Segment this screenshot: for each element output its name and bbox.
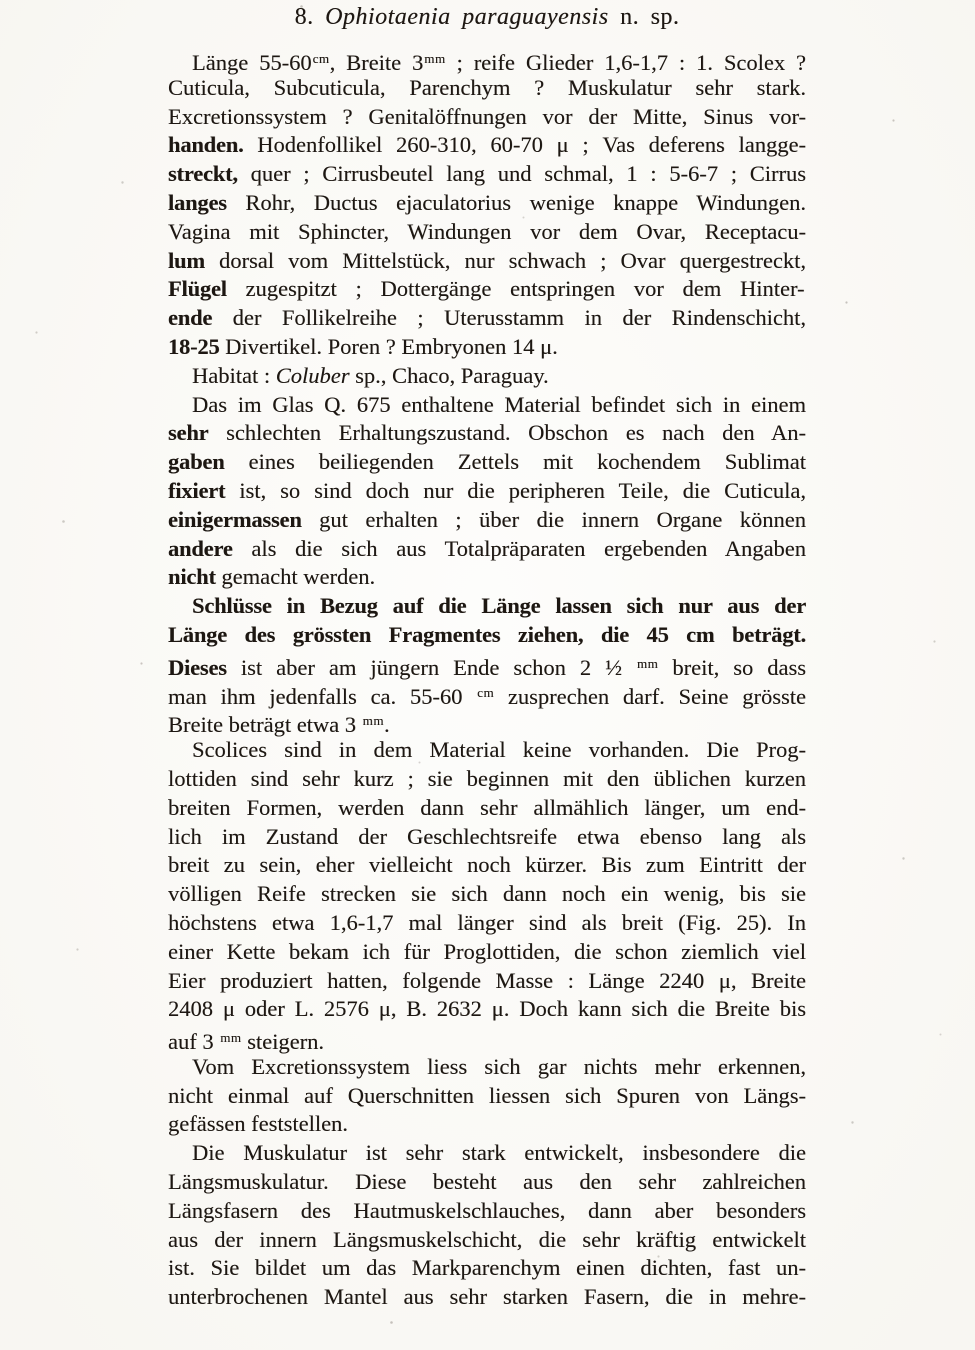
text-run: gefässen feststellen. xyxy=(168,1111,348,1137)
text-run: lum xyxy=(168,247,205,273)
text-run: , Breite 3 xyxy=(329,49,424,75)
text-line xyxy=(168,103,806,132)
text-run: Hodenfollikel 260-310, 60-70 μ ; Vas deferens langge- xyxy=(243,132,806,158)
text-run: 2408 μ oder L. 2576 μ, B. 2632 μ. Doch kann sich die Breite bis xyxy=(168,996,806,1022)
text-line xyxy=(168,391,806,420)
text-line xyxy=(168,592,806,621)
text-run: ende xyxy=(168,305,213,331)
paragraph xyxy=(168,362,806,391)
text-run: Breite beträgt etwa 3 xyxy=(168,712,362,738)
text-run: 18-25 xyxy=(168,333,220,359)
text-run: Vagina mit Sphincter, Windungen vor dem Ovar, Receptacu- xyxy=(168,218,806,244)
text-run: dorsal vom Mittelstück, nur schwach ; Ovar quergestreckt, xyxy=(204,247,806,273)
line-content xyxy=(168,995,806,1024)
text-run: Das im Glas Q. 675 enthaltene Material befindet sich in einem xyxy=(192,391,806,417)
text-run: zusprechen darf. Seine grösste xyxy=(494,683,806,709)
text-run: cm xyxy=(312,51,330,66)
text-line xyxy=(168,1139,806,1168)
line-content xyxy=(192,362,549,391)
line-content xyxy=(168,880,806,909)
text-run: Die Muskulatur ist sehr stark entwickelt, insbesondere die xyxy=(192,1140,806,1166)
text-line xyxy=(168,448,806,477)
text-run: langes xyxy=(168,189,227,215)
line-content xyxy=(168,448,806,477)
text-run: nicht xyxy=(168,564,216,590)
text-run: lottiden sind sehr kurz ; sie beginnen mit den üblichen kurzen xyxy=(168,765,806,791)
line-content xyxy=(192,391,806,420)
page-body xyxy=(168,45,806,1312)
line-content xyxy=(168,679,806,712)
text-line xyxy=(168,1110,806,1139)
text-run: lich im Zustand der Geschlechtsreife etwa ebenso lang als xyxy=(168,823,806,849)
text-line xyxy=(168,1197,806,1226)
text-run: mm xyxy=(424,51,446,66)
text-line xyxy=(168,1226,806,1255)
text-run: Länge des grössten Fragmentes ziehen, die 45 cm beträgt. xyxy=(168,621,806,647)
text-line xyxy=(168,218,806,247)
line-content xyxy=(168,1226,806,1255)
text-run: Schlüsse in Bezug auf die Länge lassen sich nur aus der xyxy=(192,593,806,619)
line-content xyxy=(168,1197,806,1226)
text-line xyxy=(168,995,806,1024)
paragraph xyxy=(168,1053,806,1139)
text-run: Coluber xyxy=(275,362,350,388)
text-block xyxy=(168,2,806,1312)
line-content xyxy=(168,189,806,218)
text-line xyxy=(168,304,806,333)
line-content xyxy=(168,131,806,160)
text-run: fixiert xyxy=(168,477,226,503)
line-content xyxy=(192,592,806,621)
text-run: ist, so sind doch nur die peripheren Teile, die Cuticula, xyxy=(225,477,806,503)
text-run: steigern. xyxy=(241,1028,325,1054)
text-line xyxy=(168,765,806,794)
text-line xyxy=(168,1053,806,1082)
text-run: breit zu sein, eher vielleicht noch kürzer. Bis zum Eintritt der xyxy=(168,852,806,878)
line-content xyxy=(168,1254,806,1283)
text-line xyxy=(168,535,806,564)
text-run: einigermassen xyxy=(168,506,302,532)
text-line xyxy=(168,1082,806,1111)
line-content xyxy=(168,1110,348,1139)
text-line xyxy=(168,189,806,218)
text-run: nicht einmal auf Querschnitten liessen sich Spuren von Längs- xyxy=(168,1082,806,1108)
line-content xyxy=(168,333,558,362)
line-content xyxy=(168,1168,806,1197)
text-run: sehr xyxy=(168,420,209,446)
text-run: gemacht werden. xyxy=(215,564,376,590)
line-content xyxy=(168,1283,806,1312)
text-run: Habitat : xyxy=(192,362,276,388)
text-line xyxy=(168,679,806,708)
text-run: streckt, xyxy=(168,161,238,187)
text-line xyxy=(168,333,806,362)
text-run: Längsfasern des Hautmuskelschlauches, dann aber besonders xyxy=(168,1197,806,1223)
text-line xyxy=(168,160,806,189)
text-run: Divertikel. Poren ? Embryonen 14 μ. xyxy=(219,333,558,359)
text-line xyxy=(168,1024,806,1053)
line-content xyxy=(168,304,806,333)
text-line xyxy=(168,1168,806,1197)
text-run: n. sp. xyxy=(608,4,680,30)
text-line xyxy=(168,275,806,304)
text-run: ist aber am jüngern Ende schon 2 ½ xyxy=(226,654,637,680)
text-run: Excretionssystem ? Genitalöffnungen vor der Mitte, Sinus vor- xyxy=(168,103,806,129)
text-run: andere xyxy=(168,535,233,561)
text-run: Eier produziert hatten, folgende Masse : Länge 2240 μ, Breite xyxy=(168,967,806,993)
line-content xyxy=(168,160,806,189)
line-content xyxy=(168,621,806,650)
line-content xyxy=(168,823,806,852)
text-run: eines beiliegenden Zettels mit kochendem Sublimat xyxy=(224,449,806,475)
text-run: 8. xyxy=(294,4,326,30)
line-content xyxy=(168,74,806,103)
text-line xyxy=(168,477,806,506)
text-run: quer ; Cirrusbeutel lang und schmal, 1 : 5-6-7 ; Cirrus xyxy=(237,161,806,187)
text-line xyxy=(168,736,806,765)
text-run: man ihm jedenfalls ca. 55-60 xyxy=(168,683,477,709)
text-run: ; reife Glieder 1,6-1,7 : 1. Scolex ? xyxy=(445,49,806,75)
text-line xyxy=(168,1254,806,1283)
line-content xyxy=(192,45,806,78)
text-run: sp., Chaco, Paraguay. xyxy=(349,362,549,388)
line-content xyxy=(168,707,390,740)
text-line xyxy=(168,621,806,650)
paragraph xyxy=(168,736,806,1053)
line-content xyxy=(168,851,806,880)
text-line xyxy=(168,707,806,736)
text-line xyxy=(168,938,806,967)
text-run: einer Kette bekam ich für Proglottiden, die schon ziemlich viel xyxy=(168,938,806,964)
line-content xyxy=(192,1139,806,1168)
text-line xyxy=(168,1283,806,1312)
text-run: unterbrochenen Mantel aus sehr starken Fasern, die in mehre- xyxy=(168,1284,806,1310)
text-line xyxy=(168,909,806,938)
line-content xyxy=(168,535,806,564)
text-run: mm xyxy=(637,655,659,671)
text-run: breit, so dass xyxy=(658,654,807,680)
text-run: der Follikelreihe ; Uterusstamm in der Rindenschicht, xyxy=(212,305,806,331)
paragraph xyxy=(168,45,806,362)
scan-noise xyxy=(0,0,1,1)
text-line xyxy=(168,794,806,823)
line-content xyxy=(168,1082,806,1111)
text-line xyxy=(168,563,806,592)
text-run: breiten Formen, werden dann sehr allmählich länger, um end- xyxy=(168,794,806,820)
line-content xyxy=(168,967,806,996)
line-content xyxy=(168,218,806,247)
text-line xyxy=(168,880,806,909)
text-run: . xyxy=(383,712,390,738)
text-run: gut erhalten ; über die innern Organe können xyxy=(301,506,806,532)
line-content xyxy=(168,650,806,683)
line-content xyxy=(168,275,805,304)
paragraph xyxy=(168,1139,806,1312)
text-run: Cuticula, Subcuticula, Parenchym ? Muskulatur sehr stark. xyxy=(168,74,806,100)
paragraph xyxy=(168,391,806,593)
line-content xyxy=(168,563,375,592)
text-line xyxy=(168,506,806,535)
text-run: mm xyxy=(362,713,384,729)
line-content xyxy=(168,1024,324,1057)
text-run: cm xyxy=(477,684,495,700)
line-content xyxy=(168,765,806,794)
line-content xyxy=(192,1053,806,1082)
text-line xyxy=(168,851,806,880)
text-run: höchstens etwa 1,6-1,7 mal länger sind als breit (Fig. 25). In xyxy=(168,909,806,935)
text-run: Dieses xyxy=(168,654,227,680)
line-content xyxy=(168,938,806,967)
text-line xyxy=(168,650,806,679)
text-line xyxy=(168,45,806,74)
line-content xyxy=(168,506,806,535)
text-run: Vom Excretionssystem liess sich gar nichts mehr erkennen, xyxy=(192,1053,806,1079)
text-run: handen. xyxy=(168,132,244,158)
text-line xyxy=(168,823,806,852)
line-content xyxy=(168,103,806,132)
text-line xyxy=(168,362,806,391)
text-run: als die sich aus Totalpräparaten ergebenden Angaben xyxy=(232,535,806,561)
text-line xyxy=(168,74,806,103)
line-content xyxy=(168,794,806,823)
text-run: mm xyxy=(220,1030,242,1046)
line-content xyxy=(168,247,806,276)
text-run: zugespitzt ; Dottergänge entspringen vor dem Hinter- xyxy=(226,276,805,302)
text-line xyxy=(168,967,806,996)
text-run: auf 3 xyxy=(168,1028,220,1054)
line-content xyxy=(168,477,806,506)
text-run: schlechten Erhaltungszustand. Obschon es nach den An- xyxy=(208,420,806,446)
text-run: völligen Reife strecken sie sich dann noch ein wenig, bis sie xyxy=(168,881,806,907)
text-run: Flügel xyxy=(168,276,227,302)
text-line xyxy=(168,419,806,448)
page-heading xyxy=(168,2,806,32)
text-run: aus der innern Längsmuskelschicht, die sehr kräftig entwickelt xyxy=(168,1226,806,1252)
text-run: Rohr, Ductus ejaculatorius wenige knappe Windungen. xyxy=(226,189,806,215)
paragraph xyxy=(168,592,806,736)
line-content xyxy=(168,909,806,938)
line-content xyxy=(192,736,806,765)
text-run: ist. Sie bildet um das Markparenchym einen dichten, fast un- xyxy=(168,1255,806,1281)
line-content xyxy=(168,419,806,448)
text-run: gaben xyxy=(168,449,225,475)
text-run: Ophiotaenia paraguayensis xyxy=(325,4,609,30)
text-line xyxy=(168,131,806,160)
text-run: Scolices sind in dem Material keine vorhanden. Die Prog- xyxy=(192,737,806,763)
text-run: Länge 55-60 xyxy=(192,49,312,75)
text-line xyxy=(168,247,806,276)
text-run: Längsmuskulatur. Diese besteht aus den sehr zahlreichen xyxy=(168,1169,806,1195)
